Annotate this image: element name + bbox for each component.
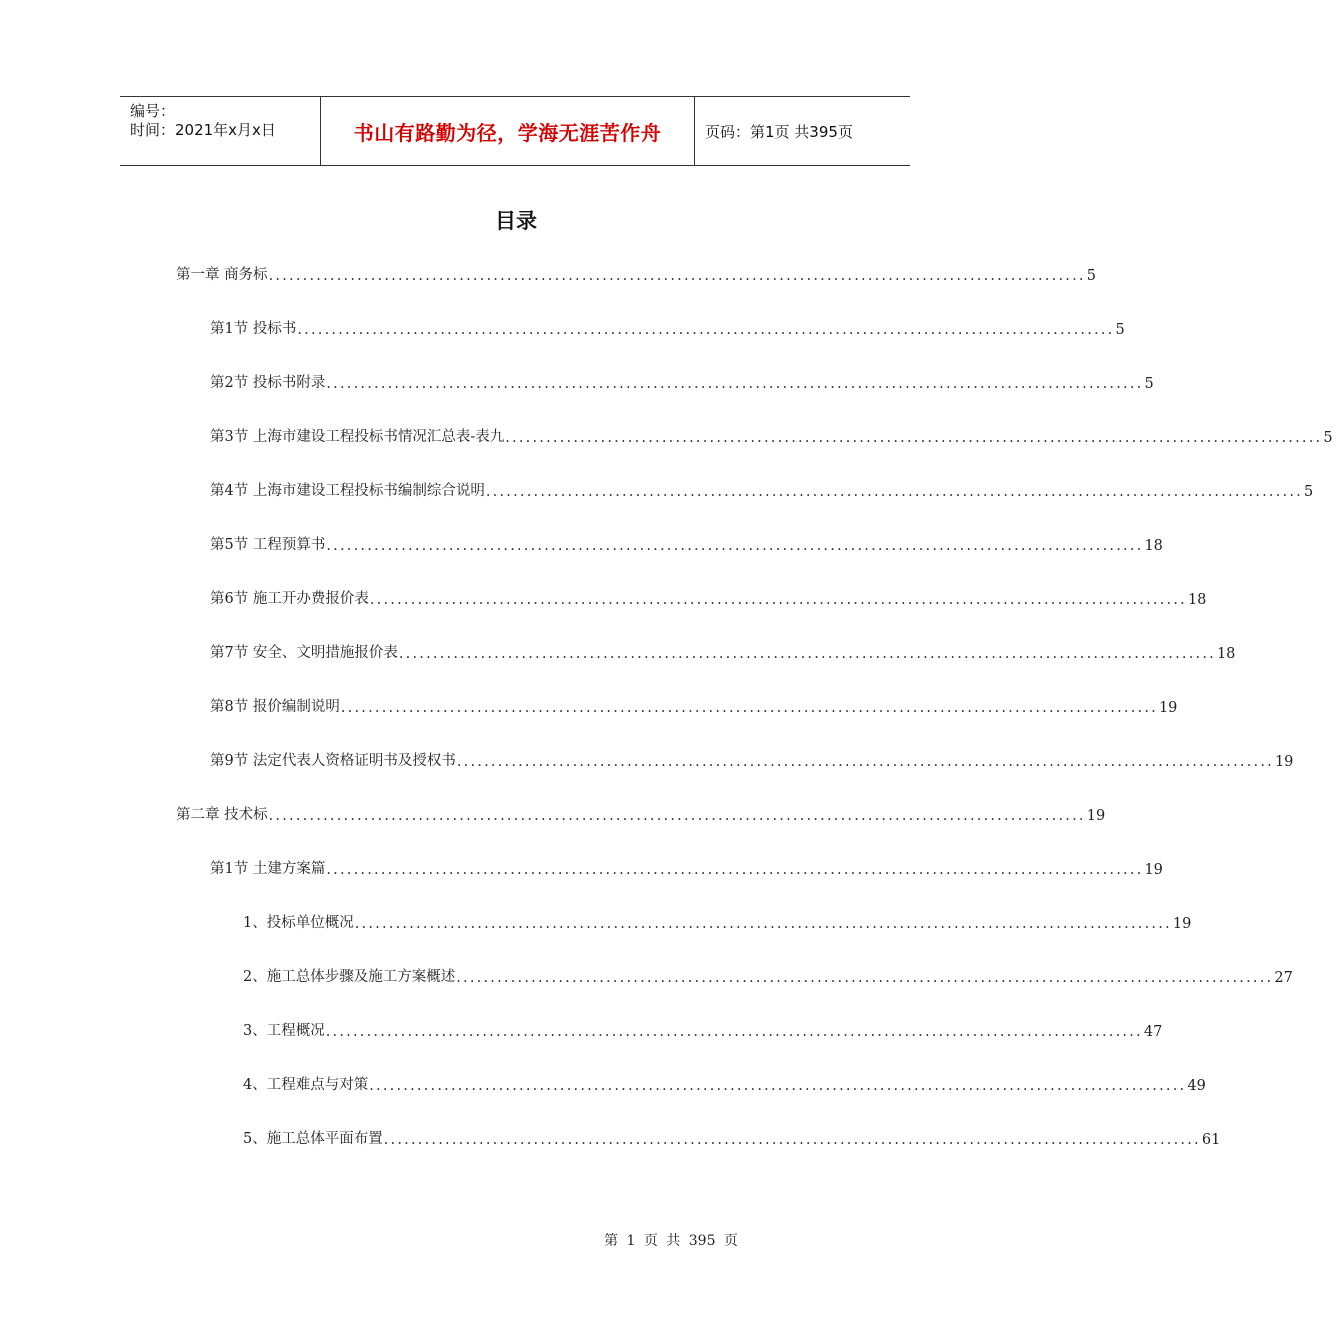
toc-label: 施工总体步骤及施工方案概述	[266, 969, 456, 985]
toc-item-number: 4、	[243, 1077, 267, 1093]
toc-leader: ........................................................................................................................	[456, 754, 1274, 770]
toc-entry-subsection[interactable]	[243, 1018, 1163, 1040]
toc-label: 第7节 安全、文明措施报价表	[210, 645, 398, 661]
toc-leader: ........................................................................................................................	[326, 862, 1144, 878]
toc-entry-section[interactable]	[210, 424, 1333, 446]
toc-label: 第6节 施工开办费报价表	[210, 591, 369, 607]
toc-leader: ........................................................................................................................	[485, 484, 1303, 500]
toc-label: 第4节 上海市建设工程投标书编制综合说明	[210, 483, 485, 499]
toc-label: 第二章 技术标	[176, 807, 268, 823]
toc-leader: ........................................................................................................................	[326, 538, 1144, 554]
toc-entry-section[interactable]	[210, 478, 1314, 500]
toc-page-number: 18	[1187, 592, 1207, 608]
toc-page-number: 5	[1115, 322, 1125, 338]
toc-leader: ........................................................................................................................	[268, 268, 1086, 284]
toc-label: 第3节 上海市建设工程投标书情况汇总表-表九	[210, 429, 505, 445]
toc-leader: ........................................................................................................................	[340, 700, 1158, 716]
time-label: 时间：2021年x月x日	[130, 121, 276, 139]
toc-label: 施工总体平面布置	[266, 1131, 383, 1147]
toc-entry-section[interactable]	[210, 586, 1207, 608]
toc-entry-section[interactable]	[210, 316, 1125, 338]
toc-page-number: 61	[1201, 1132, 1221, 1148]
toc-page-number: 19	[1144, 862, 1163, 878]
toc-leader: ........................................................................................................................	[369, 1078, 1187, 1094]
motto-text: 书山有路勤为径，学海无涯苦作舟	[353, 120, 662, 145]
toc-page-number: 19	[1158, 700, 1178, 716]
header-motto-cell	[321, 97, 695, 165]
header-page-info: 页码：第1页 共395页	[705, 122, 853, 141]
toc-title: 目录	[495, 209, 537, 233]
toc-label: 第9节 法定代表人资格证明书及授权书	[210, 753, 456, 769]
toc-entry-subsection[interactable]	[243, 1126, 1221, 1148]
toc-entry-section[interactable]	[210, 370, 1154, 392]
toc-label: 工程难点与对策	[266, 1077, 369, 1093]
toc-leader: ........................................................................................................................	[505, 430, 1323, 446]
page-footer: 第 1 页 共 395 页	[604, 1233, 738, 1249]
toc-leader: ........................................................................................................................	[369, 592, 1187, 608]
toc-entry-section[interactable]	[210, 748, 1294, 770]
toc-label: 第1节 投标书	[210, 321, 297, 337]
toc-page-number: 47	[1143, 1024, 1163, 1040]
toc-leader: ........................................................................................................................	[326, 376, 1144, 392]
toc-item-number: 1、	[243, 915, 267, 931]
toc-item-number: 2、	[243, 969, 267, 985]
toc-page-number: 5	[1144, 376, 1154, 392]
toc-entry-section[interactable]	[210, 532, 1163, 554]
header-meta-cell	[120, 97, 321, 165]
toc-page-number: 5	[1303, 484, 1314, 500]
toc-leader: ........................................................................................................................	[383, 1132, 1201, 1148]
toc-leader: ........................................................................................................................	[268, 808, 1086, 824]
toc-entry-section[interactable]	[210, 694, 1178, 716]
toc-item-number: 3、	[243, 1023, 267, 1039]
toc-leader: ........................................................................................................................	[325, 1024, 1143, 1040]
toc-page-number: 18	[1216, 646, 1236, 662]
toc-entry-section[interactable]	[210, 640, 1236, 662]
toc-label: 第一章 商务标	[176, 267, 268, 283]
toc-page-number: 27	[1274, 970, 1293, 986]
toc-entry-subsection[interactable]	[243, 964, 1293, 986]
toc-item-number: 5、	[243, 1131, 267, 1147]
toc-label: 工程概况	[266, 1023, 325, 1039]
toc-label: 第8节 报价编制说明	[210, 699, 340, 715]
header-page-cell	[695, 97, 910, 165]
toc-page-number: 49	[1187, 1078, 1206, 1094]
toc-entry-section[interactable]	[210, 856, 1163, 878]
toc-page-number: 5	[1086, 268, 1096, 284]
toc-entry-chapter-2[interactable]	[176, 802, 1106, 824]
toc-page-number: 19	[1086, 808, 1106, 824]
toc-entry-subsection[interactable]	[243, 1072, 1206, 1094]
number-label: 编号：	[130, 102, 176, 120]
toc-page-number: 5	[1323, 430, 1333, 446]
toc-leader: ........................................................................................................................	[354, 916, 1172, 932]
toc-label: 第1节 土建方案篇	[210, 861, 326, 877]
toc-leader: ........................................................................................................................	[398, 646, 1216, 662]
toc-label: 第5节 工程预算书	[210, 537, 326, 553]
toc-page-number: 18	[1144, 538, 1163, 554]
toc-page-number: 19	[1274, 754, 1294, 770]
toc-entry-subsection[interactable]	[243, 910, 1192, 932]
toc-page-number: 19	[1172, 916, 1192, 932]
page-header	[120, 96, 910, 166]
toc-label: 投标单位概况	[266, 915, 354, 931]
toc-leader: ........................................................................................................................	[456, 970, 1274, 986]
toc-leader: ........................................................................................................................	[297, 322, 1115, 338]
toc-entry-chapter-1[interactable]	[176, 262, 1096, 284]
toc-label: 第2节 投标书附录	[210, 375, 326, 391]
